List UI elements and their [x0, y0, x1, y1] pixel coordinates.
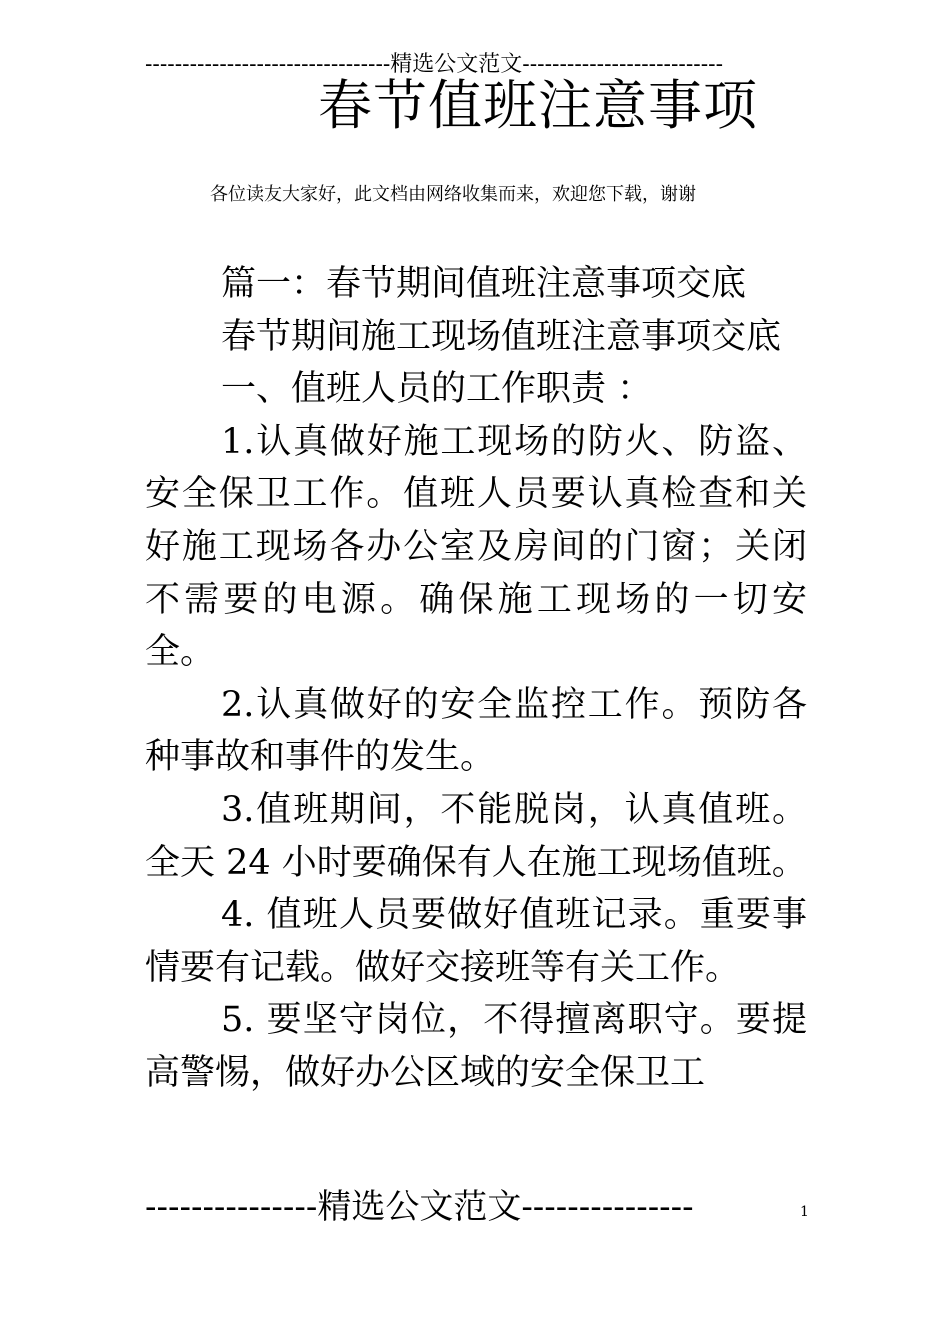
duty-item-4: 4. 值班人员要做好值班记录。重要事情要有记载。做好交接班等有关工作。 — [145, 895, 807, 988]
document-title: 春节值班注意事项 — [318, 74, 758, 137]
page-number: 1 — [800, 1204, 809, 1220]
duty-item-3: 3.值班期间，不能脱岗，认真值班。全天 24 小时要确保有人在施工现场值班。 — [145, 789, 807, 883]
duties-heading: 一、值班人员的工作职责 ： — [221, 369, 653, 410]
subsection-heading: 春节期间施工现场值班注意事项交底 — [221, 316, 782, 357]
document-body — [145, 258, 807, 1100]
section-heading: 篇一：春节期间值班注意事项交底 — [221, 264, 747, 304]
duty-item-2: 2.认真做好的安全监控工作。预防各种事故和事件的发生。 — [145, 684, 807, 778]
duty-item-1: 1.认真做好施工现场的防火、防盗、安全保卫工作。值班人员要认真检查和关好施工现场各办公室及房间的门窗；关闭不需要的电源。确保施工现场的一切安全。 — [145, 421, 807, 673]
duty-item-5: 5. 要坚守岗位，不得擅离职守。要提高警惕，做好办公区域的安全保卫工 — [145, 1000, 807, 1093]
header-banner: ---------------------------------精选公文范文--------------------------- — [145, 52, 724, 77]
footer-banner: ---------------精选公文范文--------------- — [145, 1187, 694, 1227]
intro-note: 各位读友大家好，此文档由网络收集而来，欢迎您下载，谢谢 — [210, 184, 696, 205]
